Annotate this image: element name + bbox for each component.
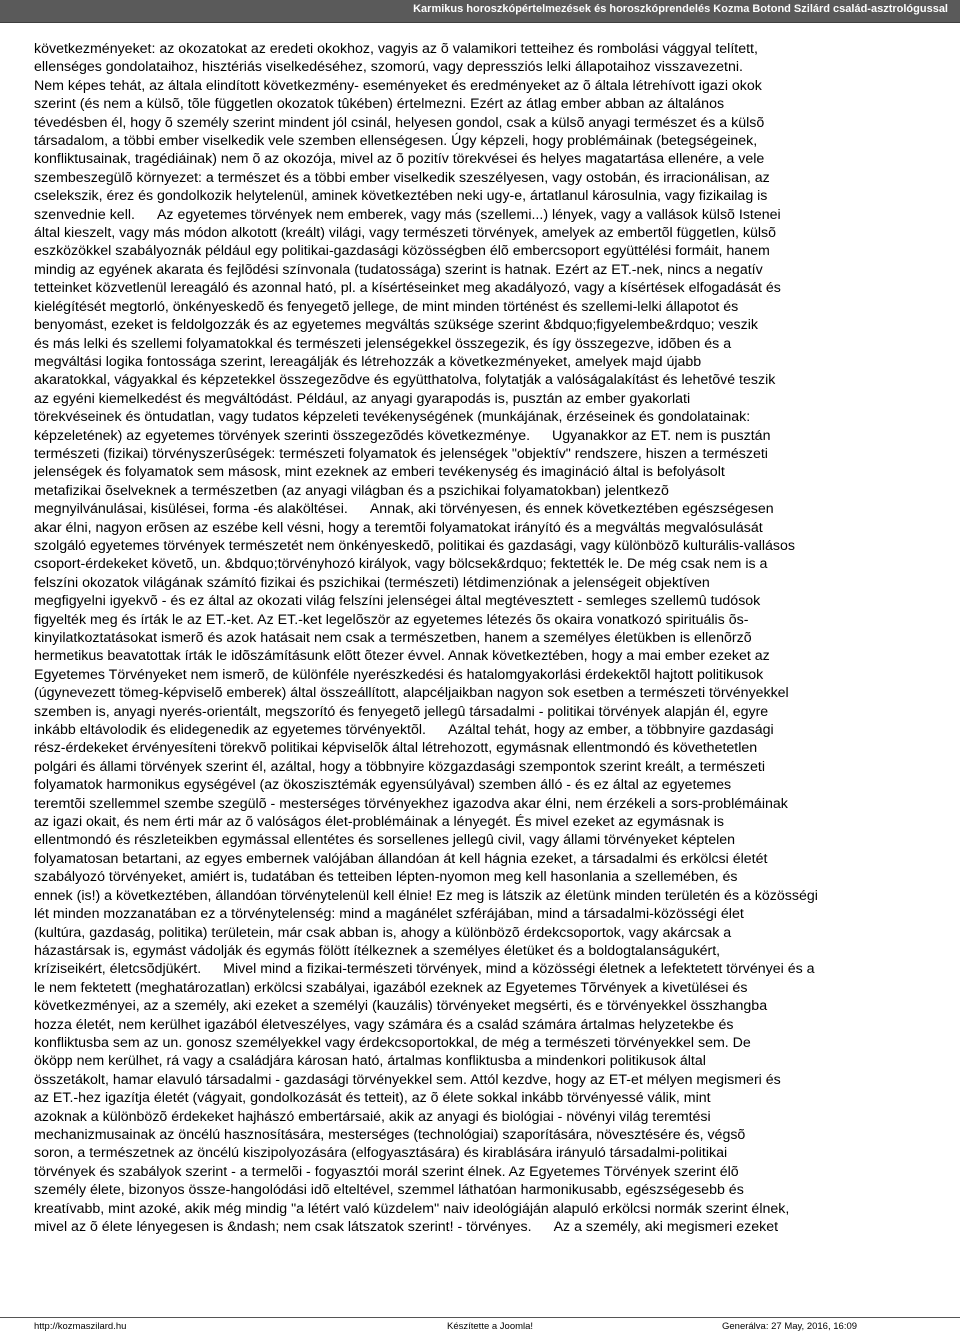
text-line: megfigyelni igyekvõ - és ez által az okozati világ felszíni jelenségei által megtévesztett - semleges szellemû tudósok [34,593,761,610]
text-line: és más lelki és szellemi folyamatokkal és természeti jelenségekkel összegezik, és így összegezve, idõben és a [34,335,732,352]
text-line: szerint (és nem a külsõ, tõle független okozatok tûkében) értelmezni. Ezért az átlag ember abban az általános [34,96,725,113]
text-line: konfliktusba sem az un. gonosz személyekkel vagy érdekcsoportokkal, de még a természeti törvényekkel sem. De [34,1034,751,1051]
text-line: megváltási logika fontossága szerint, lereagálják és létrehozzák a következményeket, amelyek majd újabb [34,353,702,370]
text-line: az egyéni kiemelkedést és megváltódást. Például, az anyagi gyarapodás is, pusztán az ember gyakorlati [34,390,691,407]
text-line: jelenségek és folyamatok sem másosk, mint ezeknek az emberi tevékenység és imagináció által is befolyásolt [34,464,725,481]
text-line: ököpp nem kerülhet, rá vagy a családjára károsan ható, ártalmas konfliktusba a mindenkori politikusok által [34,1053,706,1070]
text-line: ellentmondó és részleteikben egymással ellentétes és sorsellenes jellegû civil, vagy állami törvényeket képtelen [34,832,736,849]
text-line: mindig az egyének akarata és fejlõdési színvonala (tudatossága) szerint is hatnak. Ezért az ET.-nek, nincs a negatív [34,261,763,278]
text-line: rész-érdekeket érvényesíteni törekvõ politikai képviselõk által létrehozott, egymásnak ellentmondó és követhetetlen [34,740,758,757]
text-line: felszíni okozatok világának számító fizikai és pszichikai (természeti) létdimenziónak a jelenségeit objektíven [34,574,710,591]
text-line: figyelték meg és írták le az ET.-ket. Az ET.-ket legelõször az egyetemes létezés õs okaira vonatkozó spirituális õs- [34,611,749,628]
text-line: cselekszik, érez és gondolkozik helytelenül, aminek következtében neki ugy-e, ártatlanul károsulnia, vagy fizikailag is [34,188,768,205]
text-line: szembeszegülõ környezet: a természet és a többi ember viselkedik szeszélyesen, vagy ostobán, és irracionálisan, az [34,169,770,186]
text-line: polgári és állami törvények szerint él, azáltal, hogy a többnyire közgazdasági szempontok szerint kreált, a természeti [34,758,766,775]
text-line: Egyetemes Törvényeket nem ismerõ, de különféle nyerészkedési és hatalomgyakorlási érdekektõl hajtott politikusok [34,666,764,683]
text-line: (úgynevezett tömeg-képviselõ emberek) által összeállított, alapcéljaikban nagyon sok esetben a természeti törvényekkel [34,685,789,702]
text-line: folyamatok harmonikus egységével (az ökoszisztémák egyensúlyával) szemben álló - és ez által az egyetemes [34,777,732,794]
text-line: képzeletének) az egyetemes törvények szerinti összegezõdés következménye. Ugyanakkor az ET. nem is pusztán [34,427,771,444]
text-line: törvények és szabályok szerint - a termelõi - fogyasztói morál szerint élnek. Az Egyetemes Törvények szerint élõ [34,1163,739,1180]
text-line: által kieszelt, vagy más módon alkotott (kreált) világi, vagy természeti törvények, amelyek az embertõl független, külsõ [34,225,777,242]
page-footer [0,1317,960,1335]
text-line: tévedésben él, hogy õ személy szerint mindent jól csinál, helyesen gondol, csak a külsõ anyagi természet és a külsõ [34,114,765,131]
text-line: szemben is, anyagi nyerés-orientált, megszorító és fenyegetõ jellegû társadalmi - politikai törvények alapján él, egyre [34,703,769,720]
text-line: az ET.-hez igazítja életét (vágyait, gondolkozását és tetteit), az õ élete sokkal inkább törvényessé válik, mint [34,1090,711,1107]
text-line: kríziseikért, életcsõdjükért. Mivel mind a fizikai-természeti törvények, mind a közösségi életnek a lefektetett törvényei és a [34,961,815,978]
text-line: hermetikus beavatottak írták le idõszámításunk elõtt õtezer évvel. Annak következtében, hogy a mai ember ezeket az [34,648,770,665]
text-line: társadalom, a többi ember viselkedik vele szemben ellenségesen. Úgy képzeli, hogy problémáinak (betegségeinek, [34,133,758,150]
site-title: Karmikus horoszkópértelmezések és horoszkóprendelés Kozma Botond Szilárd család-asztrológussal [413,3,948,15]
text-line: folyamatosan betartani, az egyes embernek valójában állandóan át kell hágnia ezeket, a társadalmi és erkölcsi életét [34,850,768,867]
text-line: házastársak is, egymást vádolják és egymás fölött ítélkeznek a személyes életüket és a boldogtalanságukért, [34,942,721,959]
text-line: (kultúra, gazdaság, politika) területein, már csak abban is, ahogy a különbözõ érdekcsoportok, vagy akárcsak a [34,924,732,941]
text-line: ellenséges gondolataihoz, hisztériás viselkedéséhez, szomorú, vagy depressziós lelki állapotaihoz visszavezetni. [34,59,743,76]
text-line: akaratokkal, vágyakkal és képzetekkel összegezõdve és együtthatolva, folytatják a valóságalakítást és lehetõvé teszik [34,372,776,389]
text-line: hozza életét, nem kerülhet igazából életveszélyes, vagy számára és a család számára ártalmas helyzetekbe és [34,1016,734,1033]
text-line: inkább eltávolodik és elidegenedik az egyetemes törvényektõl. Azáltal tehát, hogy az ember, a többnyire gazdasági [34,722,774,739]
text-line: személy élete, bizonyos össze-hangolódási idõ elteltével, szemmel láthatóan harmonikusabb, egészségesebb és [34,1182,744,1199]
text-line: csoport-érdekeket követõ, un. &bdquo;törvényhozó királyok, vagy bölcsek&rdquo; fektették le. De még csak nem is a [34,556,768,573]
text-line: metafizikai õselveknek a természetben (az anyagi világban és a pszichikai folyamatokban) jelentkezõ [34,482,669,499]
text-line: szabályozó törvényeket, amiért is, tudatában és tetteiben lépten-nyomon meg kell hasonlania a szellemében, és [34,869,738,886]
text-line: kielégítését megtorló, önkényeskedõ és fenyegetõ jellege, de mint minden történést és szellemi-lelki állapotot és [34,298,739,315]
text-line: eszközökkel szabályoznák például egy politikai-gazdasági közösségben élõ embercsoport együttélési formáit, hanem [34,243,770,260]
text-line: szenvednie kell. Az egyetemes törvények nem emberek, vagy más (szellemi...) lények, vagy a vallások külsõ Istenei [34,206,781,223]
text-line: kinyilatkoztatásokat ismerõ és azok hatásait nem csak a természetben, hanem a személyes életükben is ellenõrzõ [34,630,752,646]
text-line: az igazi okait, és nem érti már az õ valóságos élet-problémáinak a lényegét. És mivel ezeket az egymásnak is [34,814,724,831]
text-line: teremtõi szellemmel szembe szegülõ - mesterséges törvényekhez igazodva akar élni, nem érzékeli a sors-problémáinak [34,795,788,812]
text-line: mivel az õ élete lényegesen is &ndash; nem csak látszatok szerint! - törvényes. Az a személy, aki megismeri ezeket [34,1219,779,1235]
text-line: szolgáló egyetemes törvények természetét nem önkényeskedõ, politikai és gazdasági, vagy különbözõ kulturális-vallásos [34,537,796,554]
text-line: törekvéseinek és öntudatlan, vagy tudatos képzeleti tevékenységének (munkájának, érzéseinek és gondolatainak: [34,409,751,426]
text-line: Nem képes tehát, az általa elindított következmény- eseményeket és eredményeket az õ általa létrehívott igazi okok [34,77,762,94]
text-line: konfliktusainak, tragédiáinak) nem õ az okozója, mivel az õ pozitív törekvései és helyes magatartása ellenére, a vele [34,151,765,168]
header-band [0,0,960,23]
text-line: megnyilvánulásai, kisülései, forma -és alaköltései. Annak, aki törvényesen, és ennek következtében egészségesen [34,501,774,518]
text-line: természeti (fizikai) törvényszerûségek: természeti folyamatok és jelenségek "objektív" rendszere, hiszen a természeti [34,445,768,462]
text-line: összetákolt, hamar elavuló társadalmi - gazdasági törvényekkel sem. Attól kezdve, hogy az ET-et mélyen megismeri és [34,1071,781,1088]
text-line: le nem fektetett (meghatározatlan) erkölcsi szabályai, igazából ezeknek az Egyetemes Tõrvények a kivetülései és [34,979,748,996]
text-line: ennek (is!) a következtében, állandóan törvénytelenül kell élnie! Ez meg is látszik az életünk minden területén és a közösségi [34,887,818,904]
text-line: azoknak a különbözõ érdekeket hajhászó embertársaié, akik az anyagi és biológiai - növényi világ teremtési [34,1108,711,1125]
article-body [34,40,952,1236]
text-line: tetteinket közvetlenül lereagáló és azonnal ható, pl. a kísértéseinket meg akadályozó, vagy a kísértések elfogadását és [34,280,781,297]
text-line: benyomást, ezeket is feldolgozzák és az egyetemes megváltás szüksége szerint &bdquo;figyelembe&rdquo; veszik [34,317,758,334]
footer-generated-date: Generálva: 27 May, 2016, 16:09 [722,1321,858,1332]
text-line: következményeket: az okozatokat az eredeti okokhoz, vagyis az õ valamikori tetteihez és rombolási vággyal telített, [34,41,758,57]
footer-url[interactable]: http://kozmaszilard.hu [34,1321,127,1332]
text-line: mechanizmusainak az öncélú hasznosítására, mesterséges (technológiai) szaporítására, növesztésére és, végsõ [34,1126,746,1143]
text-line: lét minden mozzanatában ez a törvénytelenség: mind a magánélet szférájában, mind a társadalmi-közösségi élet [34,906,744,923]
footer-credit: Készítette a Joomla! [447,1321,534,1332]
text-line: soron, a természetnek az öncélú kiszipolyozására (elfogyasztására) és kirablására irányuló társadalmi-politikai [34,1145,728,1162]
text-line: következményei, az a személy, aki ezeket a személyi (kauzális) törvényeket megsérti, és e törvényekkel összhangba [34,998,768,1015]
text-line: kreatívabb, mint azoké, akik még mindig "a létért való küzdelem" naiv ideológiáján alapuló erkölcsi normák szerint élnek, [34,1200,790,1217]
text-line: akar élni, nagyon erõsen az eszébe kell vésni, hogy a teremtõi folyamatokat irányító és a megváltás megvalósulását [34,519,763,536]
